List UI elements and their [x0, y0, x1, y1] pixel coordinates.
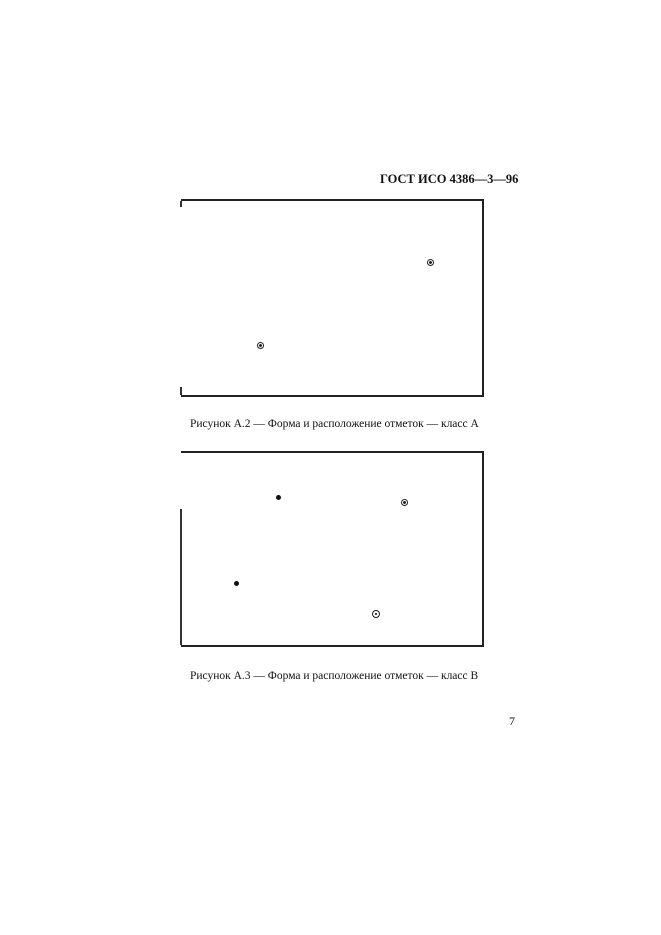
- defect-mark: [257, 342, 264, 349]
- defect-mark: [372, 610, 380, 618]
- defect-mark: [276, 495, 281, 500]
- defect-mark: [234, 581, 239, 586]
- frame-left-edge: [180, 509, 182, 645]
- figure-a3-caption: Рисунок А.3 — Форма и расположение отметок — класс В: [190, 670, 479, 682]
- defect-mark: [401, 499, 408, 506]
- frame-left-edge-bottom: [180, 387, 182, 395]
- document-header: ГОСТ ИСО 4386—3—96: [380, 172, 519, 186]
- defect-mark: [427, 259, 434, 266]
- figure-a2-caption: Рисунок А.2 — Форма и расположение отметок — класс А: [190, 418, 479, 430]
- page-number: 7: [509, 714, 515, 728]
- figure-a2-frame: [181, 199, 484, 397]
- figure-a3-frame: [181, 451, 484, 647]
- frame-left-edge-top: [180, 201, 182, 207]
